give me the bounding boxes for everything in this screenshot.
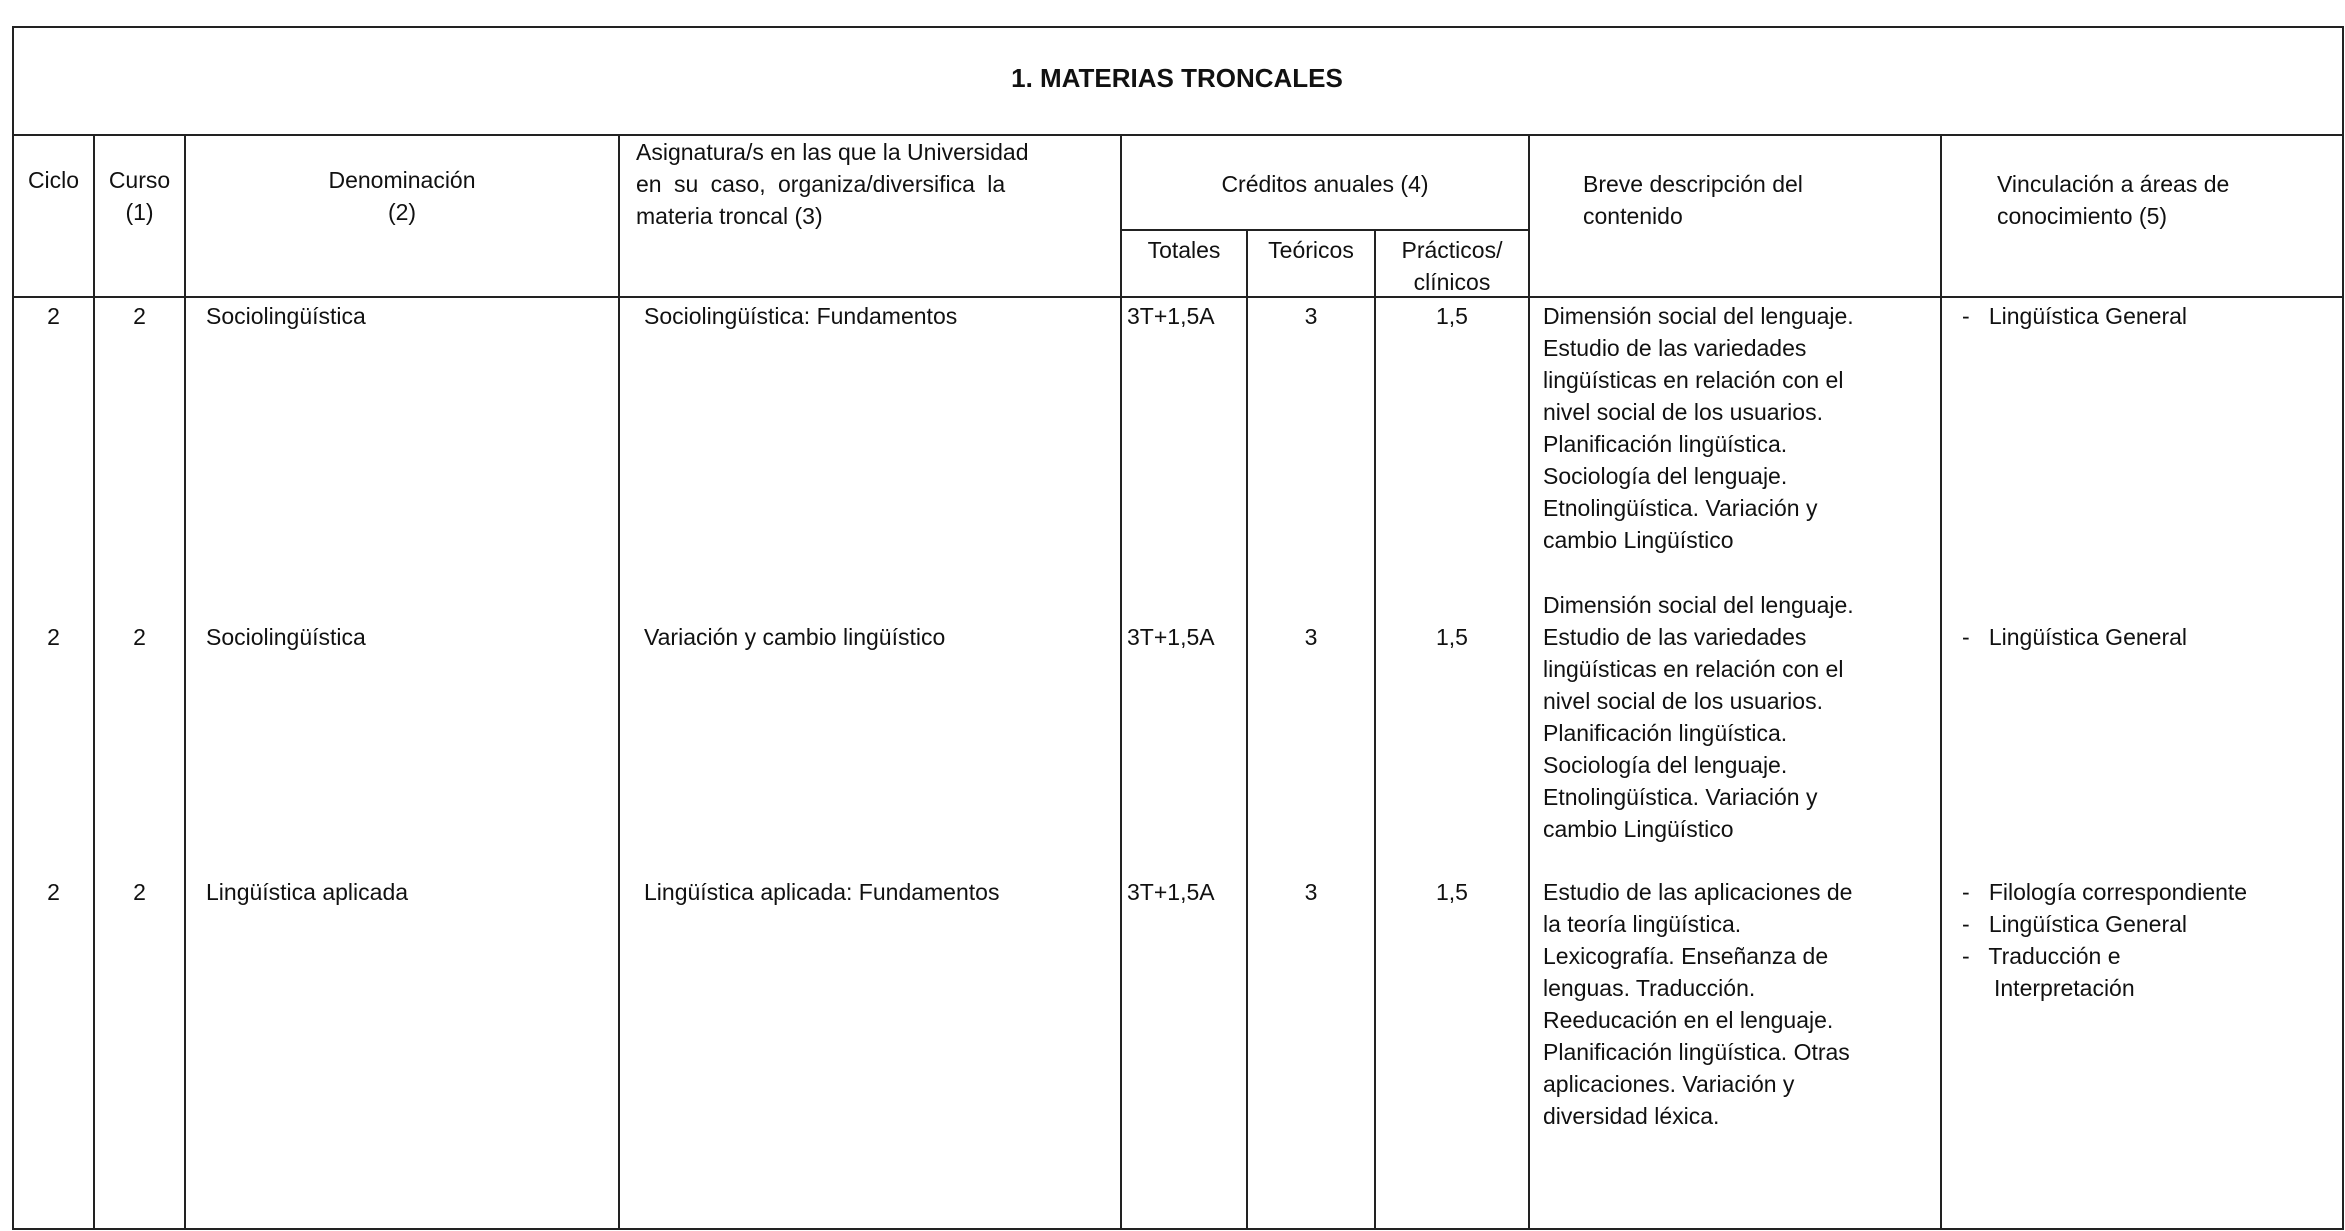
header-descripcion: Breve descripción del contenido: [1583, 171, 1803, 229]
description-line: Dimensión social del lenguaje.: [1543, 592, 1854, 618]
header-ciclo: Ciclo: [27, 167, 80, 193]
cell-ciclo: 2: [47, 624, 60, 650]
cell-practicos: 1,5: [1436, 879, 1468, 905]
cell-descripcion: [1543, 876, 1852, 1132]
cell-teoricos: 3: [1304, 624, 1318, 650]
cell-practicos: 1,5: [1436, 624, 1468, 650]
description-line: Dimensión social del lenguaje.: [1543, 303, 1854, 329]
area-item: - Lingüística General: [1962, 303, 2188, 329]
description-line: Planificación lingüística.: [1543, 431, 1788, 457]
cell-asignatura: Variación y cambio lingüístico: [644, 624, 946, 650]
cell-denominacion: Sociolingüística: [206, 303, 366, 329]
cell-denominacion: Lingüística aplicada: [206, 879, 409, 905]
cell-asignatura: Lingüística aplicada: Fundamentos: [644, 879, 1000, 905]
description-line: aplicaciones. Variación y: [1543, 1071, 1795, 1097]
description-line: Planificación lingüística. Otras: [1543, 1039, 1850, 1065]
description-line: diversidad léxica.: [1543, 1103, 1720, 1129]
header-vinculacion: Vinculación a áreas de conocimiento (5): [1997, 171, 2230, 229]
header-creditos: Créditos anuales (4): [1221, 171, 1429, 197]
description-line: Reeducación en el lenguaje.: [1543, 1007, 1834, 1033]
area-item: - Lingüística General: [1962, 911, 2188, 937]
area-item: - Traducción e: [1962, 943, 2121, 969]
cell-denominacion: Sociolingüística: [206, 624, 366, 650]
cell-totales: 3T+1,5A: [1127, 879, 1215, 905]
description-line: lenguas. Traducción.: [1543, 975, 1756, 1001]
description-line: la teoría lingüística.: [1543, 911, 1742, 937]
cell-practicos: 1,5: [1436, 303, 1468, 329]
description-line: lingüísticas en relación con el: [1543, 656, 1844, 682]
header-curso: Curso (1): [108, 167, 171, 225]
cell-curso: 2: [133, 624, 146, 650]
description-line: Sociología del lenguaje.: [1543, 463, 1788, 489]
description-line: Estudio de las aplicaciones de: [1543, 879, 1853, 905]
description-line: cambio Lingüístico: [1543, 816, 1734, 842]
description-line: Estudio de las variedades: [1543, 335, 1807, 361]
description-line: Etnolingüística. Variación y: [1543, 784, 1818, 810]
cell-totales: 3T+1,5A: [1127, 303, 1215, 329]
description-line: Estudio de las variedades: [1543, 624, 1807, 650]
description-line: cambio Lingüístico: [1543, 527, 1734, 553]
cell-areas: [1962, 621, 2187, 653]
header-teoricos: Teóricos: [1268, 237, 1354, 263]
header-totales: Totales: [1147, 237, 1221, 263]
description-line: Etnolingüística. Variación y: [1543, 495, 1818, 521]
cell-ciclo: 2: [47, 303, 60, 329]
area-item: - Lingüística General: [1962, 624, 2188, 650]
area-item: - Filología correspondiente: [1962, 879, 2248, 905]
cell-teoricos: 3: [1304, 303, 1318, 329]
description-line: nivel social de los usuarios.: [1543, 688, 1823, 714]
header-denominacion: Denominación (2): [328, 167, 476, 225]
cell-areas: [1962, 876, 2247, 1004]
area-item: Interpretación: [1994, 975, 2135, 1001]
description-line: lingüísticas en relación con el: [1543, 367, 1844, 393]
description-line: Lexicografía. Enseñanza de: [1543, 943, 1829, 969]
cell-curso: 2: [133, 303, 146, 329]
cell-asignatura: Sociolingüística: Fundamentos: [644, 303, 958, 329]
header-asignatura: Asignatura/s en las que la Universidad en su caso, organiza/diversifica la materia troncal (3): [636, 139, 1029, 229]
cell-descripcion: [1543, 589, 1854, 845]
cell-descripcion: [1543, 300, 1854, 556]
cell-totales: 3T+1,5A: [1127, 624, 1215, 650]
description-line: Sociología del lenguaje.: [1543, 752, 1788, 778]
cell-areas: [1962, 300, 2187, 332]
description-line: nivel social de los usuarios.: [1543, 399, 1823, 425]
description-line: Planificación lingüística.: [1543, 720, 1788, 746]
header-practicos: Prácticos/ clínicos: [1401, 237, 1503, 295]
cell-curso: 2: [133, 879, 146, 905]
table-title: 1. MATERIAS TRONCALES: [1011, 63, 1343, 93]
cell-teoricos: 3: [1304, 879, 1318, 905]
cell-ciclo: 2: [47, 879, 60, 905]
